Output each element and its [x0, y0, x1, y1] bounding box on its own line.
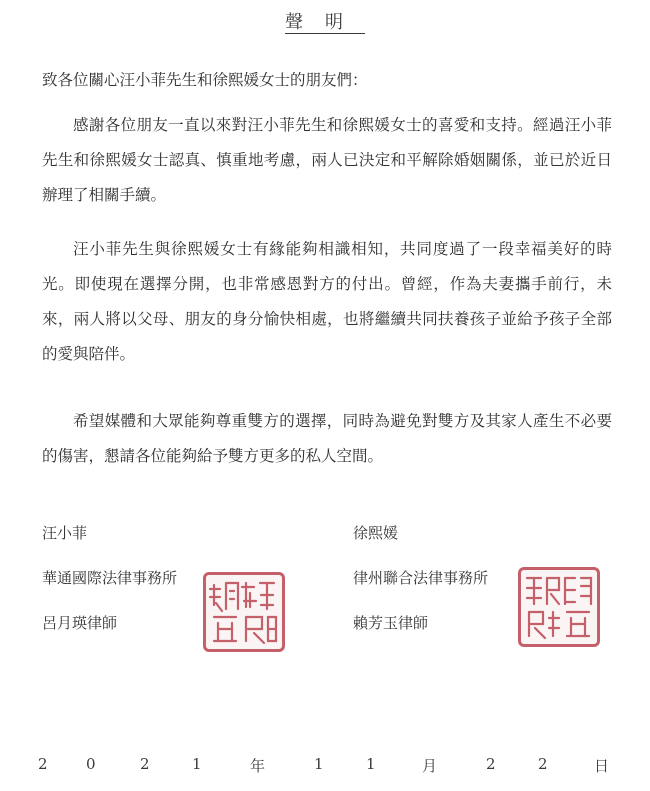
paragraph-1: 感謝各位朋友一直以來對汪小菲先生和徐熙媛女士的喜愛和支持。經過汪小菲先生和徐熙媛女士認真、慎重地考慮，兩人已決定和平解除婚姻關係，並已於近日辦理了相關手續。 — [42, 116, 612, 204]
date-month-unit: 月 — [422, 757, 438, 775]
signatory-name-right: 徐熙媛 — [353, 524, 399, 542]
document-title: 聲明 — [285, 12, 365, 33]
date-year-digit: 1 — [192, 755, 202, 773]
date-year-digit: 2 — [140, 755, 150, 773]
law-firm-right: 律州聯合法律事務所 — [353, 569, 489, 587]
lawyer-left: 呂月瑛律師 — [42, 614, 118, 632]
paragraph-2: 汪小菲先生與徐熙媛女士有緣能夠相識相知，共同度過了一段幸福美好的時光。即使現在選擇分開，也非常感恩對方的付出。曾經，作為夫妻攜手前行，未來，兩人將以父母、朋友的身分愉快相處，也將繼續共同扶養孩子並給予孩子全部的愛與陪伴。 — [42, 240, 612, 363]
signatory-name-left: 汪小菲 — [42, 524, 88, 542]
date-day-unit: 日 — [594, 757, 610, 775]
seal-stamp-right — [518, 567, 600, 647]
seal-stamp-left — [203, 572, 285, 652]
date-day-digit: 2 — [486, 755, 496, 773]
date-line — [34, 755, 624, 781]
salutation: 致各位關心汪小菲先生和徐熙媛女士的朋友們： — [42, 71, 368, 89]
lawyer-right: 賴芳玉律師 — [353, 614, 429, 632]
date-day-digit: 2 — [538, 755, 548, 773]
law-firm-left: 華通國際法律事務所 — [42, 569, 178, 587]
date-month-digit: 1 — [314, 755, 324, 773]
date-year-digit: 0 — [86, 755, 96, 773]
date-year-unit: 年 — [250, 757, 266, 775]
paragraph-3: 希望媒體和大眾能夠尊重雙方的選擇，同時為避免對雙方及其家人產生不必要的傷害，懇請各位能夠給予雙方更多的私人空間。 — [42, 412, 612, 465]
date-year-digit: 2 — [38, 755, 48, 773]
date-month-digit: 1 — [366, 755, 376, 773]
